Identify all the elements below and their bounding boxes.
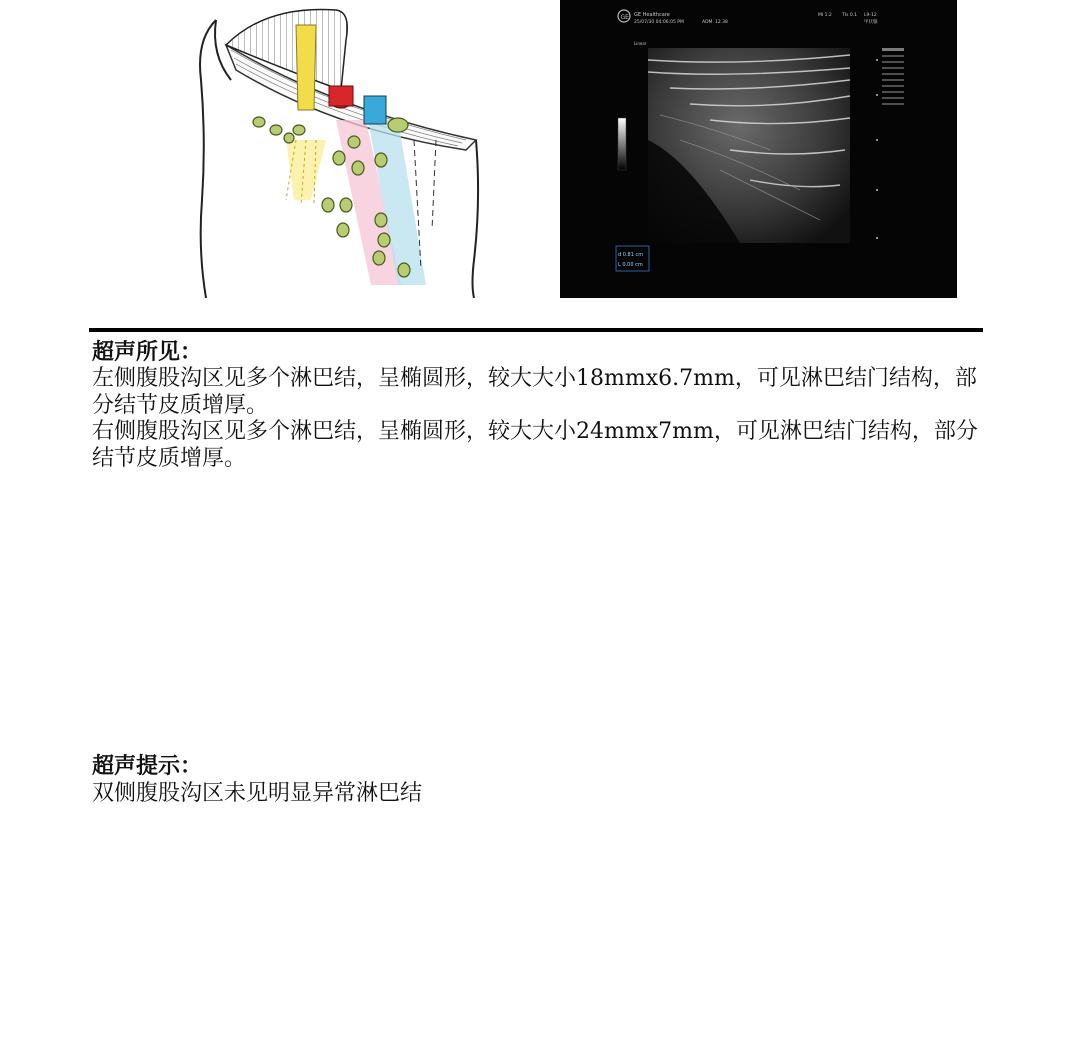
ultrasound-adm: ADM <box>702 20 713 25</box>
inguinal-anatomy-illustration-icon <box>136 0 536 298</box>
finding-right: 右侧腹股沟区见多个淋巴结，呈椭圆形，较大大小24mmx7mm，可见淋巴结门结构，部分结节皮质增厚。 <box>92 419 978 471</box>
ultrasound-mi: MI 1.2 <box>818 13 832 18</box>
ultrasound-brand: GE Healthcare <box>634 12 670 18</box>
ultrasound-probe: L9-12 <box>864 13 877 18</box>
ultrasound-mode-label: Linear <box>634 41 647 46</box>
conclusion-heading: 超声提示： <box>92 753 203 779</box>
measurement-l: L 0.00 cm <box>618 262 643 268</box>
ultrasound-tis: TIs 0.1 <box>842 13 858 18</box>
svg-text:GE: GE <box>620 14 629 21</box>
conclusion-text: 双侧腹股沟区未见明显异常淋巴结 <box>92 781 423 806</box>
ultrasound-header-line: 25/07/30 04:06:05 PM <box>634 20 684 25</box>
findings-body <box>92 366 992 472</box>
ge-logo-icon <box>618 10 630 22</box>
ultrasound-preset: 甲状腺 <box>864 20 878 25</box>
grayscale-bar <box>618 118 626 170</box>
ultrasound-image <box>560 0 957 298</box>
findings-heading: 超声所见： <box>92 339 203 365</box>
measurement-d: d 0.81 cm <box>618 252 644 258</box>
anatomy-diagram <box>136 0 536 298</box>
ultrasound-adm-value: 12.38 <box>715 20 728 25</box>
finding-left: 左侧腹股沟区见多个淋巴结，呈椭圆形，较大大小18mmx6.7mm，可见淋巴结门结构，部分结节皮质增厚。 <box>92 366 977 418</box>
measurement-box <box>616 246 649 271</box>
section-divider <box>89 328 983 332</box>
